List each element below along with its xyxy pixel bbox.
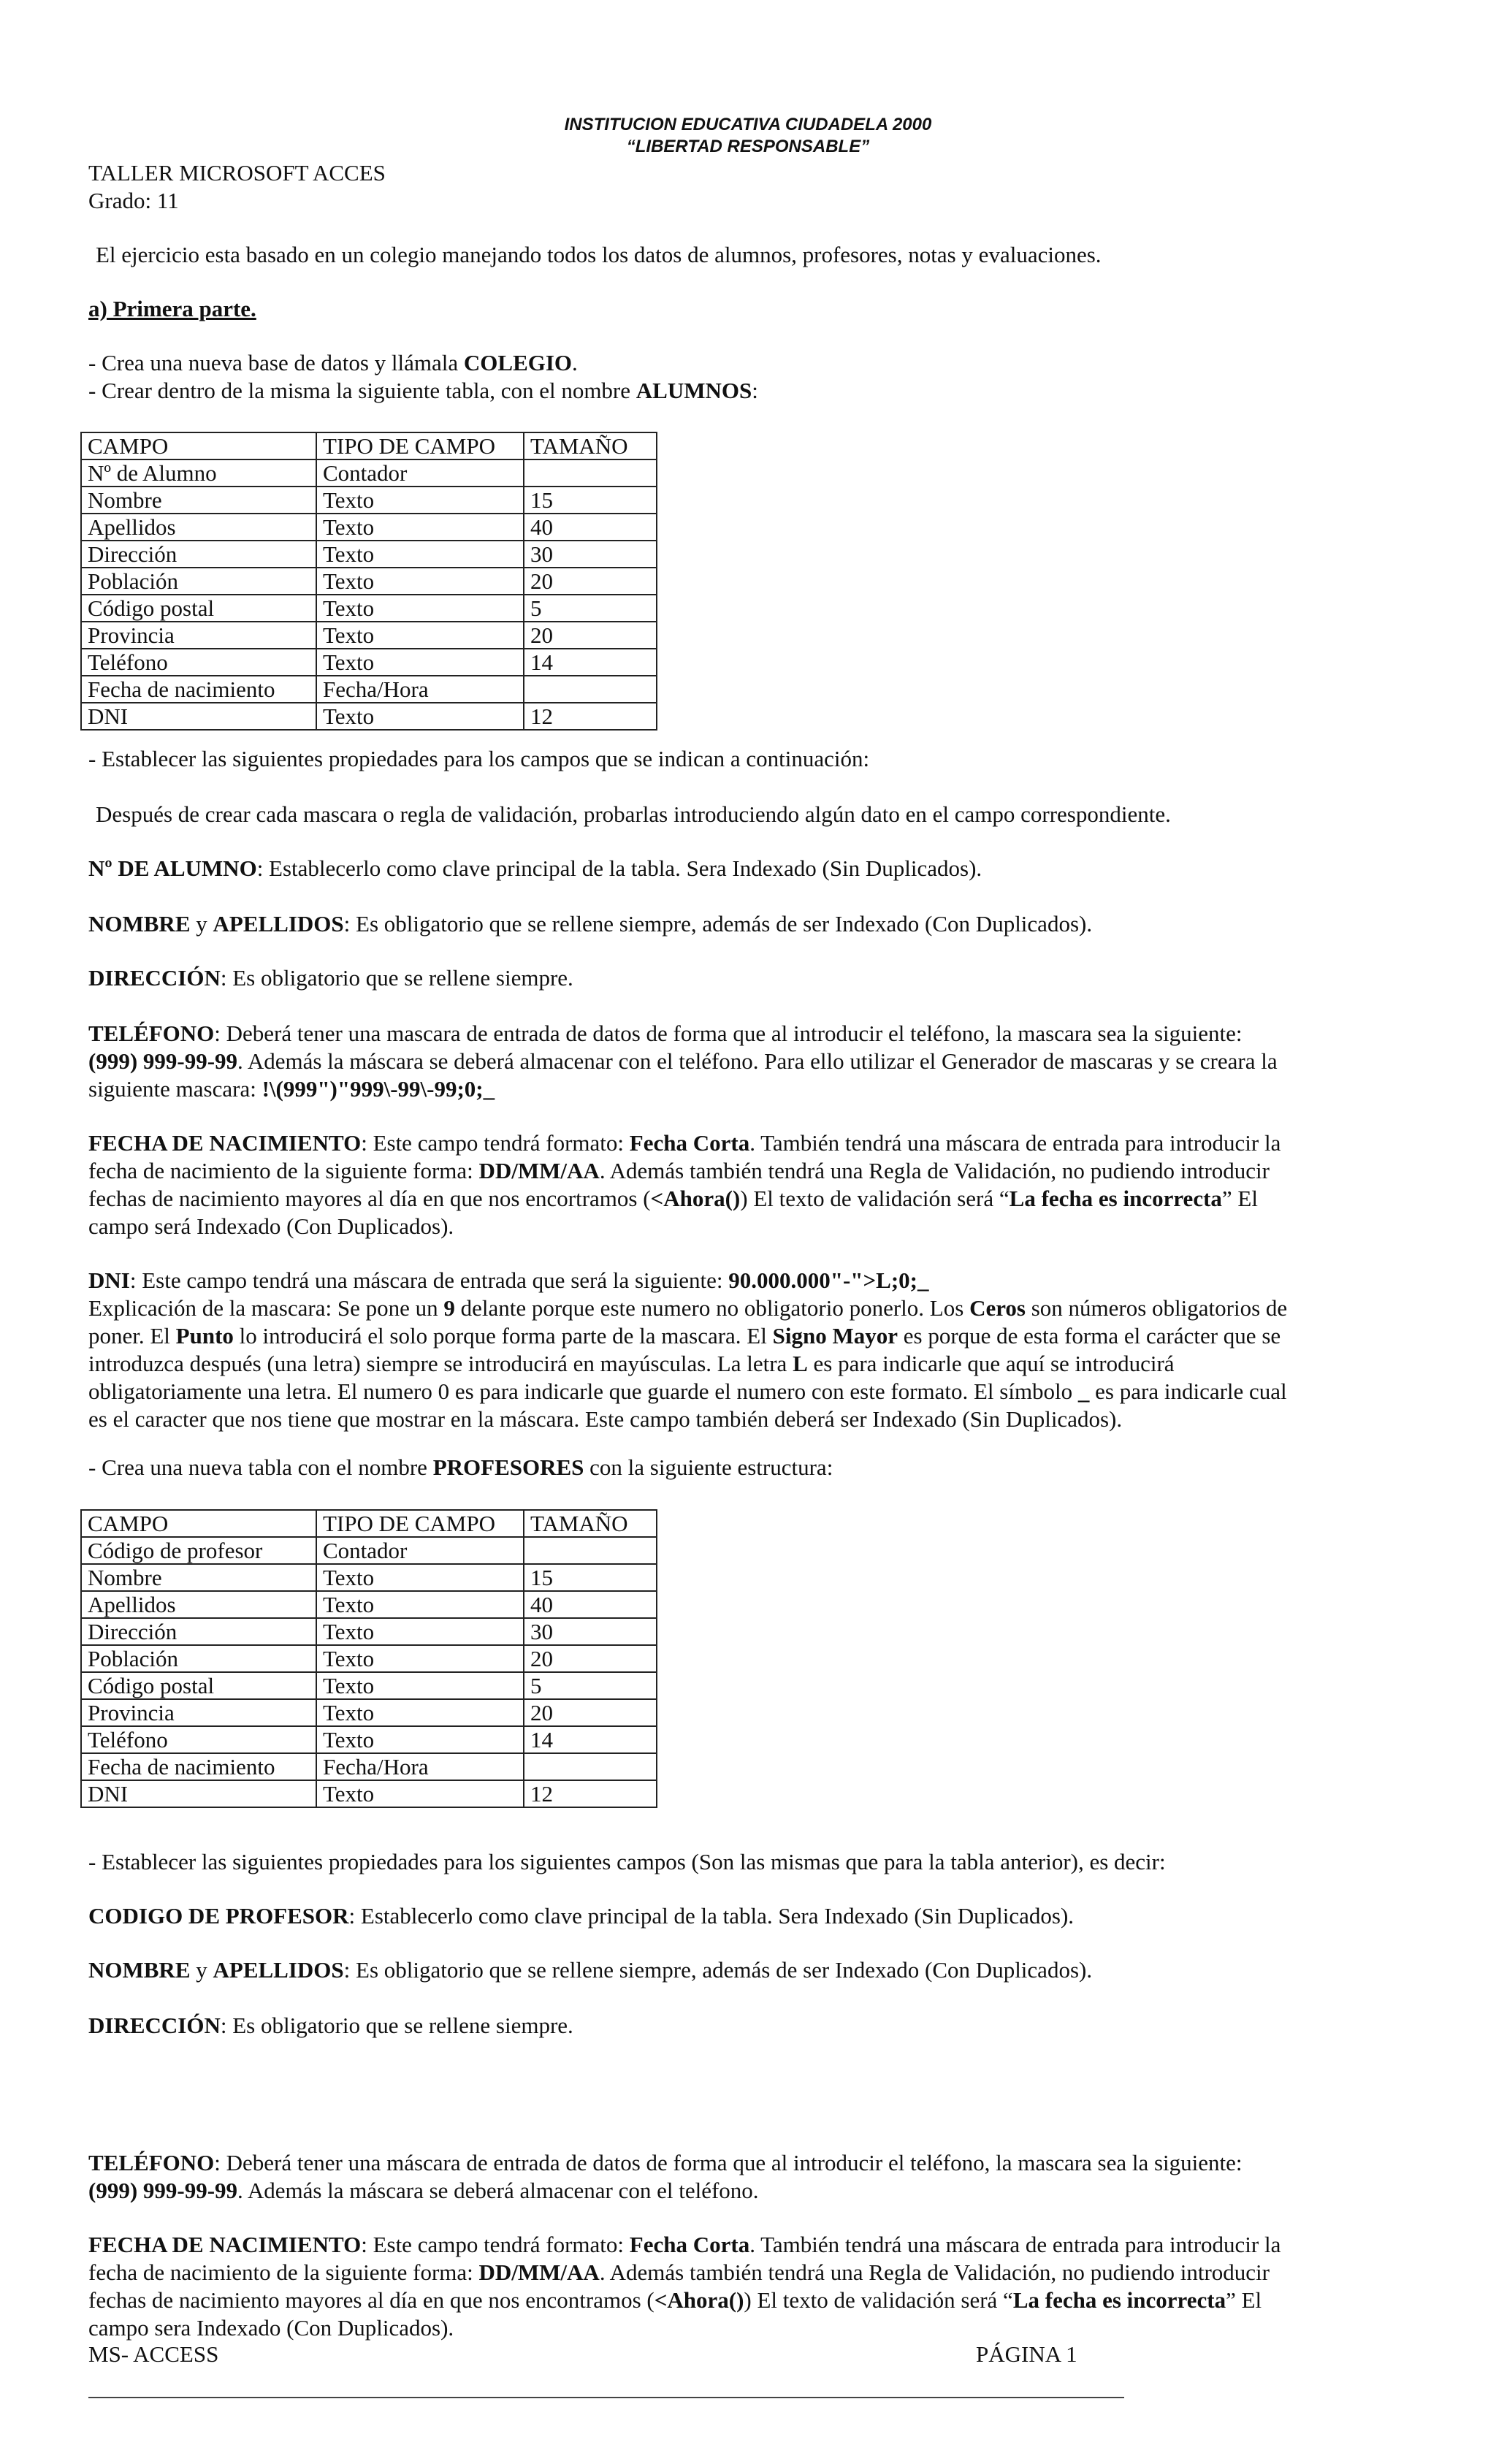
table-header-cell: TAMAÑO: [524, 1510, 657, 1537]
telefono-line-3: [88, 1075, 1418, 1103]
table-row: [81, 1645, 657, 1672]
table-cell: Código postal: [81, 1672, 316, 1699]
telefono2-line-1: [88, 2149, 1418, 2177]
field-telefono-label: TELÉFONO: [88, 1021, 215, 1046]
dni-l2c: son números obligatorios de: [1025, 1295, 1288, 1321]
table-cell: 20: [524, 622, 657, 649]
fecha-line-4: campo será Indexado (Con Duplicados).: [88, 1213, 454, 1239]
fecha-line-2: [88, 1157, 1418, 1185]
fecha-message: La fecha es incorrecta: [1009, 1186, 1222, 1211]
telefono2-line-2: [88, 2177, 1418, 2205]
table-cell: Texto: [316, 649, 524, 676]
table-header-cell: TAMAÑO: [524, 432, 657, 459]
table-row: [81, 459, 657, 487]
field-nombre-and: y: [190, 911, 213, 937]
field-telefono2-label: TELÉFONO: [88, 2150, 215, 2175]
table-cell: Población: [81, 1645, 316, 1672]
fecha2-line-4: campo sera Indexado (Con Duplicados).: [88, 2315, 454, 2341]
fecha-l3b: ) El texto de validación será “: [740, 1186, 1010, 1211]
fecha2-rule: <Ahora(): [654, 2287, 744, 2313]
table-cell: Teléfono: [81, 649, 316, 676]
dni-mask: 90.000.000"-">L;0;_: [728, 1267, 929, 1293]
step-create-db: [88, 349, 1418, 377]
field-num-alumno-label: Nº DE ALUMNO: [88, 855, 257, 881]
fecha2-message: La fecha es incorrecta: [1012, 2287, 1226, 2313]
table-row: [81, 487, 657, 514]
step2-bold: ALUMNOS: [636, 378, 752, 403]
table-cell: 5: [524, 595, 657, 622]
table-row: [81, 1699, 657, 1726]
telefono-mask: (999) 999-99-99: [88, 1048, 238, 1074]
fecha-line-3: [88, 1185, 1418, 1213]
telefono-line-2: [88, 1048, 1418, 1075]
field-apellidos2-label: APELLIDOS: [213, 1957, 344, 1983]
table-cell: Contador: [316, 459, 524, 487]
step1-post: .: [572, 350, 578, 375]
fecha-line-1: [88, 1129, 1418, 1157]
step1-text: - Crea una nueva base de datos y llámala: [88, 350, 464, 375]
table-cell: Texto: [316, 1564, 524, 1591]
table-row: [81, 1672, 657, 1699]
dni-l4a: introduzca después (una letra) siempre se introducirá en mayúsculas. La letra: [88, 1351, 793, 1376]
step3-bold: PROFESORES: [432, 1454, 584, 1480]
field-nombre-apellidos: [88, 910, 1418, 938]
table-row: [81, 676, 657, 703]
dni-line-1: [88, 1267, 1418, 1294]
fecha2-line-3: [88, 2286, 1418, 2314]
fecha2-line-1: [88, 2231, 1418, 2259]
table-cell: Texto: [316, 487, 524, 514]
table-cell: 14: [524, 1726, 657, 1753]
table-cell: Contador: [316, 1537, 524, 1564]
table-cell: Provincia: [81, 1699, 316, 1726]
dni-line-5: [88, 1378, 1418, 1405]
table-cell: Texto: [316, 514, 524, 541]
table-row: [81, 568, 657, 595]
table-cell: 20: [524, 568, 657, 595]
dni-letter-l: L: [793, 1351, 808, 1376]
field-num-alumno-text: : Establecerlo como clave principal de la tabla. Sera Indexado (Sin Duplicados).: [256, 855, 982, 881]
step-create-table: [88, 377, 1418, 405]
table-cell: [524, 1537, 657, 1564]
table-cell: 20: [524, 1699, 657, 1726]
fecha-l2a: fecha de nacimiento de la siguiente forma:: [88, 1158, 479, 1183]
dni-l4b: es para indicarle que aquí se introducirá: [807, 1351, 1175, 1376]
table-header-cell: CAMPO: [81, 432, 316, 459]
fecha-l3a: fechas de nacimiento mayores al día en que nos encortramos (: [88, 1186, 651, 1211]
fecha-mask: DD/MM/AA: [478, 1158, 600, 1183]
table-cell: [524, 676, 657, 703]
dni-line-3: [88, 1322, 1418, 1350]
field-fecha2-label: FECHA DE NACIMIENTO: [88, 2232, 362, 2257]
fecha2-l1a: : Este campo tendrá formato:: [361, 2232, 630, 2257]
field-telefono: [88, 1020, 1418, 1103]
table-header-cell: CAMPO: [81, 1510, 316, 1537]
table-row: [81, 1591, 657, 1618]
table-cell: 12: [524, 1780, 657, 1807]
table-header-row: [81, 432, 657, 459]
table-cell: 40: [524, 1591, 657, 1618]
table-cell: Código de profesor: [81, 1537, 316, 1564]
fecha-format: Fecha Corta: [629, 1130, 750, 1156]
table-cell: 12: [524, 703, 657, 730]
table-cell: Texto: [316, 1672, 524, 1699]
dni-punto: Punto: [175, 1323, 234, 1349]
fecha-l1a: : Este campo tendrá formato:: [361, 1130, 630, 1156]
profesores-table: [80, 1509, 657, 1808]
dni-line-6: es el caracter que nos tiene que mostrar en la máscara. Este campo también deberá ser Indexado (Sin Duplicados).: [88, 1406, 1123, 1432]
table-cell: 40: [524, 514, 657, 541]
fecha2-line-2: [88, 2259, 1418, 2286]
dni-l5b: es para indicarle cual: [1089, 1378, 1287, 1404]
dni-l2a: Explicación de la mascara: Se pone un: [88, 1295, 444, 1321]
institution-name: INSTITUCION EDUCATIVA CIUDADELA 2000: [564, 115, 932, 134]
table-cell: Apellidos: [81, 514, 316, 541]
table-cell: Dirección: [81, 541, 316, 568]
table-cell: Nº de Alumno: [81, 459, 316, 487]
field-dni: [88, 1267, 1418, 1433]
fecha-rule: <Ahora(): [650, 1186, 741, 1211]
field-nombre-apellidos-2: [88, 1956, 1418, 1984]
telefono2-line1-text: : Deberá tener una máscara de entrada de datos de forma que al introducir el teléfono, la mascara sea la siguiente:: [214, 2150, 1243, 2175]
dni-l5: obligatoriamente una letra. El numero 0 es para indicarle que guarde el numero con este formato. El símbolo: [88, 1378, 1078, 1404]
table-cell: Texto: [316, 703, 524, 730]
properties-intro-2: - Establecer las siguientes propiedades para los siguientes campos (Son las mismas que para la tabla anterior), es decir:: [88, 1849, 1166, 1874]
table-header-cell: TIPO DE CAMPO: [316, 432, 524, 459]
fecha2-l2a: fecha de nacimiento de la siguiente forma:: [88, 2259, 479, 2285]
step-create-profesores: [88, 1454, 1418, 1481]
fecha2-l3c: ” El: [1226, 2287, 1262, 2313]
table-cell: Dirección: [81, 1618, 316, 1645]
table-cell: Teléfono: [81, 1726, 316, 1753]
alumnos-table: [80, 432, 657, 731]
telefono2-line2-text: . Además la máscara se deberá almacenar con el teléfono.: [237, 2178, 759, 2203]
field-apellidos-label: APELLIDOS: [213, 911, 344, 937]
footer-left: MS- ACCESS: [88, 2341, 219, 2367]
dni-underscore: _: [1077, 1378, 1090, 1404]
table-row: [81, 514, 657, 541]
table-cell: 15: [524, 1564, 657, 1591]
field-nombre2-and: y: [190, 1957, 213, 1983]
table-cell: Fecha/Hora: [316, 676, 524, 703]
step3-post: con la siguiente estructura:: [584, 1454, 833, 1480]
step1-bold: COLEGIO: [463, 350, 573, 375]
part-a-label: a) Primera parte.: [88, 296, 256, 321]
table-cell: Fecha/Hora: [316, 1753, 524, 1780]
table-cell: Nombre: [81, 1564, 316, 1591]
table-cell: Texto: [316, 1645, 524, 1672]
fecha2-l3b: ) El texto de validación será “: [744, 2287, 1013, 2313]
fecha-l1b: . También tendrá una máscara de entrada para introducir la: [749, 1130, 1281, 1156]
table-cell: Texto: [316, 1726, 524, 1753]
table-row: [81, 1726, 657, 1753]
step2-post: :: [752, 378, 758, 403]
dni-ceros: Ceros: [969, 1295, 1026, 1321]
table-row: [81, 649, 657, 676]
fecha2-l3a: fechas de nacimiento mayores al día en que nos encontramos (: [88, 2287, 654, 2313]
table-row: [81, 1618, 657, 1645]
table-row: [81, 1564, 657, 1591]
dni-line-4: [88, 1350, 1418, 1378]
step3-text: - Crea una nueva tabla con el nombre: [88, 1454, 433, 1480]
table-cell: Texto: [316, 1591, 524, 1618]
field-num-alumno: [88, 855, 1418, 882]
table-row: [81, 703, 657, 730]
table-cell: [524, 1753, 657, 1780]
table-cell: Texto: [316, 1618, 524, 1645]
field-codigo-profesor: [88, 1902, 1418, 1930]
table-cell: Apellidos: [81, 1591, 316, 1618]
grade-label: Grado: 11: [88, 188, 179, 213]
table-row: [81, 1537, 657, 1564]
workshop-title: TALLER MICROSOFT ACCES: [88, 160, 386, 186]
field-codigo-text: : Establecerlo como clave principal de la tabla. Sera Indexado (Sin Duplicados).: [348, 1903, 1075, 1929]
field-nombre-label: NOMBRE: [88, 911, 191, 937]
telefono-line2-text: . Además la máscara se deberá almacenar con el teléfono. Para ello utilizar el Generador de mascaras y se creara la: [237, 1048, 1278, 1074]
table-cell: Texto: [316, 541, 524, 568]
table-row: [81, 1780, 657, 1807]
dni-l3a: poner. El: [88, 1323, 176, 1349]
field-nombre-text: : Es obligatorio que se rellene siempre, además de ser Indexado (Con Duplicados).: [343, 911, 1093, 937]
dni-signo: Signo Mayor: [772, 1323, 898, 1349]
table-cell: Texto: [316, 1699, 524, 1726]
field-fecha-nacimiento-2: [88, 2231, 1418, 2342]
field-direccion-text: : Es obligatorio que se rellene siempre.: [220, 965, 573, 991]
field-direccion2-label: DIRECCIÓN: [88, 2013, 221, 2038]
table-cell: [524, 459, 657, 487]
telefono-line-1: [88, 1020, 1418, 1048]
field-direccion2-text: : Es obligatorio que se rellene siempre.: [220, 2013, 573, 2038]
table-cell: Texto: [316, 595, 524, 622]
table-cell: Nombre: [81, 487, 316, 514]
field-direccion-label: DIRECCIÓN: [88, 965, 221, 991]
field-direccion: [88, 964, 1418, 992]
telefono-mask-code: !\(999")"999\-99\-99;0;_: [262, 1076, 495, 1102]
table-cell: Población: [81, 568, 316, 595]
institution-motto: “LIBERTAD RESPONSABLE”: [626, 137, 870, 156]
table-row: [81, 622, 657, 649]
fecha2-format: Fecha Corta: [629, 2232, 750, 2257]
field-direccion-2: [88, 2012, 1418, 2040]
dni-l1a: : Este campo tendrá una máscara de entrada que será la siguiente:: [129, 1267, 729, 1293]
field-fecha-label: FECHA DE NACIMIENTO: [88, 1130, 362, 1156]
dni-l2b: delante porque este numero no obligatorio ponerlo. Los: [454, 1295, 970, 1321]
table-header-cell: TIPO DE CAMPO: [316, 1510, 524, 1537]
table-cell: DNI: [81, 703, 316, 730]
telefono-line3-text: siguiente mascara:: [88, 1076, 262, 1102]
dni-l3c: es porque de esta forma el carácter que se: [898, 1323, 1281, 1349]
table-cell: Provincia: [81, 622, 316, 649]
telefono-line1-text: : Deberá tener una mascara de entrada de datos de forma que al introducir el teléfono, la mascara sea la siguiente:: [214, 1021, 1243, 1046]
field-codigo-label: CODIGO DE PROFESOR: [88, 1903, 349, 1929]
properties-intro: - Establecer las siguientes propiedades para los campos que se indican a continuación:: [88, 746, 870, 771]
table-cell: 5: [524, 1672, 657, 1699]
field-nombre2-text: : Es obligatorio que se rellene siempre, además de ser Indexado (Con Duplicados).: [343, 1957, 1093, 1983]
fecha2-l1b: . También tendrá una máscara de entrada para introducir la: [749, 2232, 1281, 2257]
dni-line-2: [88, 1294, 1418, 1322]
table-cell: 20: [524, 1645, 657, 1672]
fecha-l2b: . Además también tendrá una Regla de Validación, no pudiendo introducir: [599, 1158, 1270, 1183]
table-cell: Texto: [316, 622, 524, 649]
table-cell: Texto: [316, 568, 524, 595]
field-fecha-nacimiento: [88, 1129, 1418, 1240]
table-cell: Código postal: [81, 595, 316, 622]
table-cell: Texto: [316, 1780, 524, 1807]
field-nombre2-label: NOMBRE: [88, 1957, 191, 1983]
field-telefono-2: [88, 2149, 1418, 2205]
table-cell: 14: [524, 649, 657, 676]
after-mask-note: Después de crear cada mascara o regla de validación, probarlas introduciendo algún dato en el campo correspondiente.: [96, 801, 1171, 827]
table-header-row: [81, 1510, 657, 1537]
table-row: [81, 1753, 657, 1780]
field-dni-label: DNI: [88, 1267, 130, 1293]
fecha2-mask: DD/MM/AA: [478, 2259, 600, 2285]
table-cell: 15: [524, 487, 657, 514]
table-cell: DNI: [81, 1780, 316, 1807]
fecha2-l2b: . Además también tendrá una Regla de Validación, no pudiendo introducir: [599, 2259, 1270, 2285]
dni-nine: 9: [443, 1295, 455, 1321]
footer-divider: [88, 2397, 1124, 2398]
table-cell: 30: [524, 1618, 657, 1645]
table-row: [81, 595, 657, 622]
intro-text: El ejercicio esta basado en un colegio manejando todos los datos de alumnos, profesores, notas y evaluaciones.: [96, 242, 1102, 267]
table-cell: 30: [524, 541, 657, 568]
part-a-heading: [88, 295, 1418, 323]
footer-page-number: PÁGINA 1: [976, 2341, 1077, 2367]
table-cell: Fecha de nacimiento: [81, 1753, 316, 1780]
table-cell: Fecha de nacimiento: [81, 676, 316, 703]
table-row: [81, 541, 657, 568]
fecha-l3c: ” El: [1221, 1186, 1258, 1211]
telefono2-mask: (999) 999-99-99: [88, 2178, 238, 2203]
step2-text: - Crear dentro de la misma la siguiente tabla, con el nombre: [88, 378, 636, 403]
dni-l3b: lo introducirá el solo porque forma parte de la mascara. El: [233, 1323, 773, 1349]
